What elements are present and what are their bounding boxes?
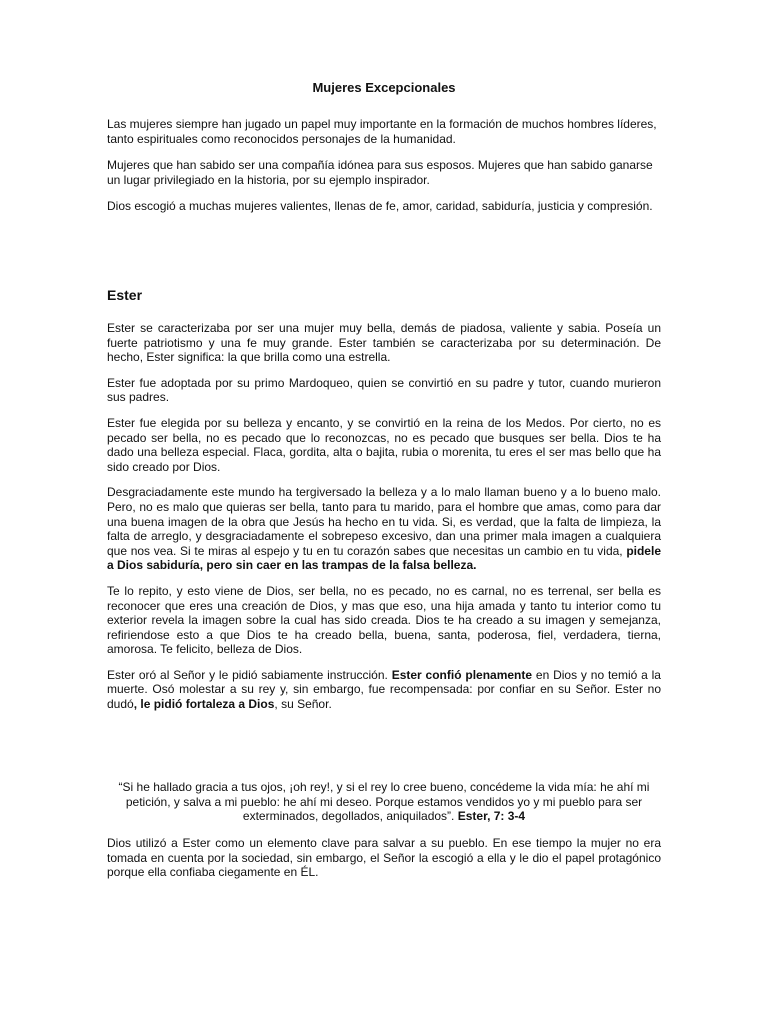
paragraph-text: Ester oró al Señor y le pidió sabiamente instrucción. xyxy=(107,667,392,682)
body-paragraph: Ester se caracterizaba por ser una mujer muy bella, demás de piadosa, valiente y sabia. Poseía un fuerte patriotismo y una fe muy grande. Ester también se caracterizaba por su determinación. De hecho, Ester significa: la que brilla como una estrella. xyxy=(107,321,661,365)
quote-text: “Si he hallado gracia a tus ojos, ¡oh rey!, y si el rey lo cree bueno, concédeme la vida mía: he ahí mi petición, y salva a mi pueblo: he ahí mi deseo. Porque estamos vendidos yo y mi pueblo para ser exterminados, degollados, aniquilados”. xyxy=(118,780,650,824)
intro-paragraph: Dios escogió a muchas mujeres valientes, llenas de fe, amor, caridad, sabiduría, justicia y compresión. xyxy=(107,199,653,213)
quote-reference: Ester, 7: 3-4 xyxy=(457,809,526,824)
emphasis-text: pidele a Dios sabiduría, pero sin caer en las trampas de la falsa belleza. xyxy=(107,543,661,573)
document-title: Mujeres Excepcionales xyxy=(312,80,456,95)
body-paragraph: Ester fue adoptada por su primo Mardoqueo, quien se convirtió en su padre y tutor, cuando murieron sus padres. xyxy=(107,375,661,405)
paragraph-text: en Dios y no temió a la muerte. Osó molestar a su rey y, sin embargo, fue recompensada: por confiar en su Señor. Ester no dudó xyxy=(107,667,661,712)
body-paragraph: Te lo repito, y esto viene de Dios, ser bella, no es pecado, no es carnal, no es terrenal, ser bella es reconocer que eres una creación de Dios, y mas que eso, una hija amada y tanto tu interior como tu exterior revela la imagen sobre la cual has sido creada. Dios te ha creado a su imagen y semejanza, refiriendose esto a que Dios te ha creado bella, buena, santa, poderosa, fiel, verdadera, tierna, amorosa. Te felicito, belleza de Dios. xyxy=(107,583,661,657)
paragraph-text: , su Señor. xyxy=(274,697,332,712)
paragraph-text: Desgraciadamente este mundo ha tergiversado la belleza y a lo malo llaman bueno y a lo bueno malo. Pero, no es malo que quieras ser bella, tanto para tu marido, para el hombre que amas, como para dar una buena imagen de la obra que Jesús ha hecho en tu vida. Si, es verdad, que la falta de limpieza, la falta de arreglo, y desgraciadamente el sobrepeso excesivo, dan una primer mala imagen a cualquiera que nos vea. Si te miras al espejo y tu en tu corazón sabes que necesitas un cambio en tu vida, xyxy=(107,485,661,558)
section-heading-ester: Ester xyxy=(107,287,143,303)
ester-section-body xyxy=(107,321,661,723)
closing-paragraph: Dios utilizó a Ester como un elemento clave para salvar a su pueblo. En ese tiempo la mujer no era tomada en cuenta por la sociedad, sin embargo, el Señor la escogió a ella y le dio el papel protagónico porque ella confiaba ciegamente en ÉL. xyxy=(107,836,661,880)
body-paragraph xyxy=(107,485,661,573)
scripture-quote xyxy=(107,780,661,824)
body-paragraph xyxy=(107,668,661,712)
emphasis-text: Ester confió plenamente xyxy=(391,667,533,682)
intro-paragraph: Las mujeres siempre han jugado un papel muy importante en la formación de muchos hombres líderes, tanto espirituales como reconocidos personajes de la humanidad. xyxy=(107,117,657,146)
intro-section xyxy=(107,117,661,226)
intro-paragraph: Mujeres que han sabido ser una compañía idónea para sus esposos. Mujeres que han sabido ganarse un lugar privilegiado en la historia, por su ejemplo inspirador. xyxy=(107,158,653,187)
body-paragraph: Ester fue elegida por su belleza y encanto, y se convirtió en la reina de los Medos. Por cierto, no es pecado ser bella, no es pecado que lo reconozcas, no es pecado que busques ser bella. Dios te ha dado una belleza especial. Flaca, gordita, alta o bajita, rubia o morenita, tu eres el ser mas bello que ha sido creado por Dios. xyxy=(107,415,661,474)
emphasis-text: , le pidió fortaleza a Dios xyxy=(133,697,275,712)
